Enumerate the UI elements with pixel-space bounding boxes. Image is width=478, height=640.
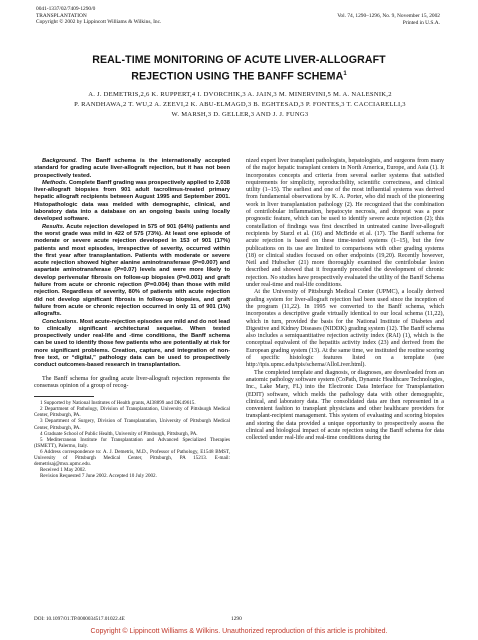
left-column bbox=[34, 158, 230, 479]
abstract-methods bbox=[34, 180, 230, 224]
doi: DOI: 10.1097/01.TP.0000034517.01022.4E bbox=[34, 616, 125, 622]
title-line-1: REAL-TIME MONITORING OF ACUTE LIVER-ALLOGRAFT bbox=[92, 54, 386, 66]
author-list bbox=[32, 90, 448, 121]
methods-text: Complete Banff grading was prospectively applied to 2,038 liver-allograft biopsies from 901 adult tacrolimus-treated primary hepatic allograft recipients between August 1995 and September 2001. Histopathologic data was melded with demographic, clinical, and laboratory data into a database on an ongoing basis using locally developed software. bbox=[34, 179, 230, 223]
abstract-background bbox=[34, 158, 230, 180]
author-line-2: P. RANDHAWA,2 T. WU,2 A. ZEEVI,2 K. ABU-ELMAGD,3 B. EGHTESAD,3 P. FONTES,3 T. CACCIARELLI,3 bbox=[74, 101, 406, 109]
revision-date: Revision Requested 7 June 2002. Accepted 10 July 2002. bbox=[40, 473, 157, 480]
received-date: Received 1 May 2002. bbox=[40, 467, 87, 474]
body-paragraph-2: At the University of Pittsburgh Medical Center (UPMC), a locally derived grading system for liver-allograft rejection had been used since the inception of the program (11,22). In 1995 we converted to the Banff schema, which incorporates a descriptive grade virtually identical to our local schema (11,22), which in turn, provided the basis for the National Institute of Diabetes and Digestive and Kidney Diseases (NIDDK) grading system (12). The Banff schema also includes a semiquantitative rejection activity index (RAI) (1), which is the conceptual equivalent of the hepatitis activity index (23) and derived from the European grading system (13). At the same time, we instituted the routine scoring of specific histologic features listed on a template (see http://tpis.upmc.edu/tpis/schema/AlloLiver.html). bbox=[246, 289, 444, 369]
copyright-line: Copyright © 2002 by Lippincott Williams & Wilkins, Inc. bbox=[36, 19, 162, 26]
abstract-results bbox=[34, 224, 230, 319]
issn-line: 0041-1337/02/7409-1290/0 bbox=[36, 6, 96, 12]
abstract bbox=[34, 158, 230, 370]
journal-header-left bbox=[36, 6, 161, 26]
title-line-2-text: REJECTION USING THE BANFF SCHEMA bbox=[131, 70, 344, 83]
footnote-4: 4 Graduate School of Public Health, University of Pittsburgh, Pittsburgh, PA. bbox=[40, 430, 198, 437]
article-title bbox=[0, 54, 478, 84]
author-line-1: A. J. DEMETRIS,2,6 K. RUPPERT,4 I. DVORCHIK,3 A. JAIN,3 M. MINERVINI,5 M. A. NALESNIK,2 bbox=[88, 91, 392, 98]
footnote-3: 3 Department of Surgery, Division of Transplantation, University of Pittsburgh Medical Center, Pittsburgh, PA. bbox=[34, 418, 230, 431]
conclusions-label: Conclusions. bbox=[42, 318, 79, 325]
body-paragraph-1: nized expert liver transplant pathologists, hepatologists, and surgeons from many of the major hepatic transplant centers in North America, Europe, and Asia (1). It incorporates concepts and criteria from several earlier systems that satisfied requirements for simplicity, reproducibility, scientific correctness, and clinical utility (1–15). The earliest and one of the most influential systems was derived from fundamental observations by K. A. Porter, who did much of the pioneering work in liver transplantation pathology (2). He recognized that the combination of centrilobular inflammation, hepatocyte necrosis, and dropout was a poor prognostic feature, which can be used to identify severe acute rejection (2); this constellation of findings was first described in untreated canine liver-allograft recipients by Starzl et al. (16) and McBride et al. (17). The Banff schema for acute rejection is based on these time-tested systems (1–15), but the few publications on its use are limited to comparisons with other grading systems (18) or clinical studies focused on other endpoints (19,20). Recently however, Neil and Hubscher (21) more thoroughly examined the centrilobular lesion described and showed that it frequently preceded the development of chronic rejection. No studies have prospectively evaluated the utility of the Banff Schema under real-time and real-life conditions. bbox=[246, 158, 444, 289]
footnotes bbox=[34, 400, 230, 479]
conclusions-text: Most acute-rejection episodes are mild and do not lead to clinically significant architectural sequelae. When tested prospectively under real-life and -time conditions, the Banff schema can be used to identify those few patients who are potentially at risk for more significant problems. Creation, capture, and integration of non-free text, or “digital,” pathology data can be used to prospectively conduct outcomes-based research in transplantation. bbox=[34, 318, 230, 369]
footnote-divider bbox=[34, 396, 94, 397]
title-line-2 bbox=[0, 68, 478, 84]
right-column bbox=[246, 158, 444, 443]
page-number: 1290 bbox=[231, 616, 242, 622]
results-text: Acute rejection developed in 575 of 901 (64%) patients and the worst grade was mild in 422 of 575 (73%). At least one episode of moderate or severe acute rejection developed in 153 of 901 (17%) patients and most episodes, irrespective of severity, occurred within the first year after transplantation. Patients with moderate or severe acute rejection showed higher alanine aminotransferase (P=0.007) and aspartate aminotransferase (P=0.07) levels and were more likely to develop perivenular fibrosis on follow-up biopsies (P=0.001) and graft failure from acute or chronic rejection (P=0.004) than those with mild rejection. Regardless of severity, 80% of patients with acute rejection did not develop significant fibrosis in follow-up biopsies, and graft failure from acute or chronic rejection occurred in only 11 of 901 (1%) allografts. bbox=[34, 223, 231, 318]
abstract-conclusions bbox=[34, 319, 230, 370]
background-label: Background. bbox=[42, 158, 78, 164]
methods-label: Methods. bbox=[42, 179, 68, 186]
body-paragraph-3: The completed template and diagnosis, or diagnoses, are downloaded from an anatomic pathology software system (CoPath, Dynamic Healthcare Technologies, Inc., Lake Mary, FL) into the Electronic Data Interface for Transplantation (EDIT) software, which melds the pathology data with other demographic, clinical, and laboratory data. The consolidated data are then represented in a convenient fashion to transplant physicians and other healthcare providers for transplant-recipient management. This system of evaluating and scoring biopsies and storing the data provided a unique opportunity to prospectively assess the clinical and biological impact of acute rejection using the Banff schema for data collected under real-life and real-time conditions during the bbox=[246, 369, 444, 442]
footnote-6: 6 Address correspondence to: A. J. Demetris, M.D., Professor of Pathology, E1548 BMST, University of Pittsburgh Medical Center, Pittsburgh, PA 15213. E-mail: demetrisaj@msx.upmc.edu. bbox=[34, 448, 230, 468]
printed-line: Printed in U.S.A. bbox=[402, 19, 440, 26]
journal-name: TRANSPLANTATION bbox=[36, 12, 87, 19]
intro-block bbox=[34, 376, 230, 391]
footnote-1: 1 Supported by National Institutes of Health grants, AI38899 and DK49615. bbox=[40, 400, 196, 407]
journal-header-right bbox=[337, 13, 440, 26]
footnote-2: 2 Department of Pathology, Division of Transplantation, University of Pittsburgh Medical Center, Pittsburgh, PA. bbox=[34, 406, 230, 419]
intro-paragraph: The Banff schema for grading acute liver-allograft rejection represents the consensus opinion of a group of recog- bbox=[34, 375, 230, 389]
volume-line: Vol. 74, 1290–1296, No. 9, November 15, 2002 bbox=[337, 13, 440, 19]
results-label: Results. bbox=[42, 223, 65, 230]
copyright-notice: Copyright © Lippincott Williams & Wilkins. Unauthorized reproduction of this article is prohibited. bbox=[90, 628, 388, 635]
author-line-3: W. MARSH,3 D. GELLER,3 AND J. J. FUNG3 bbox=[171, 111, 309, 119]
footnote-5: 5 Mediterranean Institute for Transplantation and Advanced Specialized Therapies (ISMETT), Palermo, Italy. bbox=[34, 436, 230, 449]
title-footnote-mark: 1 bbox=[343, 70, 347, 77]
background-text: The Banff schema is the internationally accepted standard for grading acute liver-allograft rejection, but it has not been prospectively tested. bbox=[34, 158, 230, 179]
